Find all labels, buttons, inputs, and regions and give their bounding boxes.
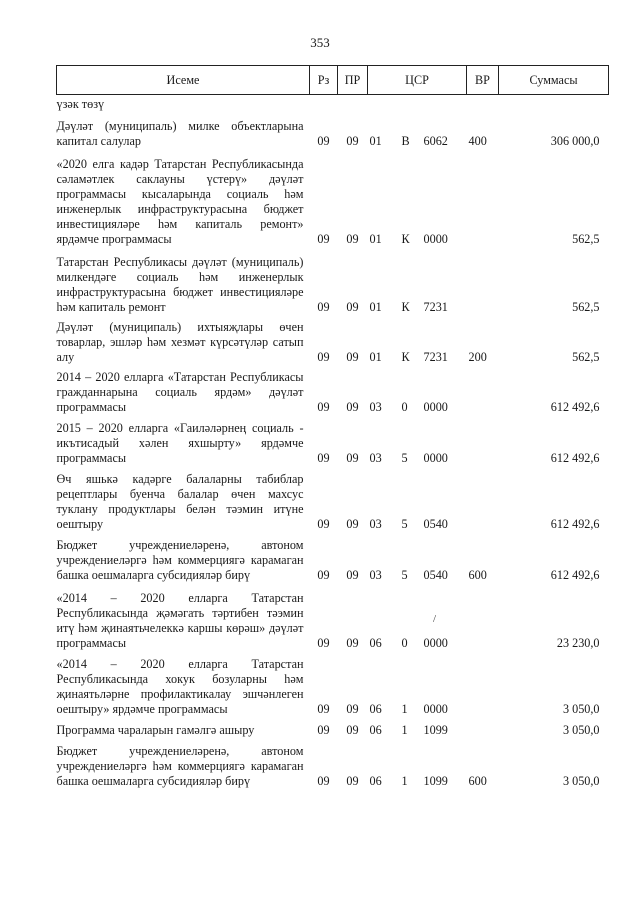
row-pr: 09 (346, 517, 359, 531)
row-vr: 400 (468, 134, 487, 148)
continuation-row (57, 95, 609, 120)
row-sum: 23 230,0 (556, 636, 600, 650)
row-csr-program: 03 (369, 451, 382, 465)
row-csr-subprogram: 1 (401, 723, 408, 737)
row-csr-subprogram: В (401, 134, 410, 148)
row-name: «2014 – 2020 елларга Татарстан Республикасында җәмәгать тәртибен тәэмин итү һәм җинаятьчелеккә каршы көрәш» дәүләт программасы (56, 591, 304, 650)
row-csr-subprogram: 5 (401, 568, 408, 582)
row-csr-code: 0000 (423, 636, 448, 650)
row-rz: 09 (317, 702, 330, 716)
row-csr-code: 0000 (423, 702, 448, 716)
row-csr-code: 7231 (423, 350, 448, 364)
row-sum: 3 050,0 (562, 702, 600, 716)
row-csr-program: 01 (369, 232, 382, 246)
row-rz: 09 (317, 300, 330, 314)
row-csr-subprogram: 1 (401, 774, 408, 788)
row-csr-program: 03 (369, 517, 382, 531)
row-sum: 612 492,6 (550, 517, 600, 531)
row-csr-program: 06 (369, 723, 382, 737)
row-vr: 200 (468, 350, 487, 364)
row-sum: 612 492,6 (550, 451, 600, 465)
row-name: «2014 – 2020 елларга Татарстан Республикасында хокук бозуларны һәм җинаятьләрне профилактикалау эшчәнлеген оештыру» ярдәмче программасы (56, 657, 304, 716)
row-name: Бюджет учреждениеләренә, автоном учреждениеләргә һәм коммерциягә карамаган башка оешмаларга субсидияләр бирү (56, 744, 304, 788)
row-csr-program: 03 (369, 568, 382, 582)
row-csr-subprogram: К (401, 300, 410, 314)
row-sum: 562,5 (572, 232, 600, 246)
row-csr-program: 06 (369, 702, 382, 716)
row-rz: 09 (317, 517, 330, 531)
row-name: Программа чараларын гамәлгә ашыру (56, 723, 255, 737)
row-pr: 09 (346, 702, 359, 716)
row-pr: 09 (346, 636, 359, 650)
row-csr-code: 0000 (423, 451, 448, 465)
row-csr-code: 0540 (423, 568, 448, 582)
row-csr-program: 01 (369, 350, 382, 364)
row-pr: 09 (346, 232, 359, 246)
row-csr-program: 01 (369, 134, 382, 148)
row-name: 2014 – 2020 елларга «Татарстан Республикасы гражданнарына социаль ярдәм» дәүләт программасы (56, 370, 304, 414)
header-name: Исеме (57, 66, 310, 95)
row-sum: 562,5 (572, 350, 600, 364)
row-sum: 612 492,6 (550, 400, 600, 414)
table-row (57, 472, 609, 532)
row-csr-subprogram: 0 (401, 400, 408, 414)
row-gap (57, 247, 609, 255)
row-name: 2015 – 2020 елларга «Гаиләләрнең социаль - икътисадый хәлен яхшырту» ярдәмче программасы (56, 421, 304, 465)
row-rz: 09 (317, 232, 330, 246)
row-gap (57, 583, 609, 591)
header-csr: ЦСР (368, 66, 467, 95)
row-rz: 09 (317, 400, 330, 414)
table-row (57, 591, 609, 651)
row-pr: 09 (346, 350, 359, 364)
row-csr-subprogram: 5 (401, 517, 408, 531)
table-row (57, 119, 609, 149)
header-pr: ПР (338, 66, 368, 95)
row-csr-code: 7231 (423, 300, 448, 314)
row-csr-code: 0000 (423, 400, 448, 414)
table-row (57, 538, 609, 583)
row-csr-code: 6062 (423, 134, 448, 148)
row-rz: 09 (317, 636, 330, 650)
page-number: 353 (310, 35, 330, 50)
row-name: Дәүләт (муниципаль) милке объектларына капитал салулар (56, 119, 304, 148)
row-csr-subprogram: 5 (401, 451, 408, 465)
row-vr (467, 657, 499, 717)
row-sum: 306 000,0 (550, 134, 600, 148)
row-sum: 562,5 (572, 300, 600, 314)
row-pr: 09 (346, 568, 359, 582)
row-rz: 09 (317, 451, 330, 465)
row-csr-code: 1099 (423, 774, 448, 788)
row-csr-code: 1099 (423, 723, 448, 737)
table-row (57, 370, 609, 415)
row-csr-program: 03 (369, 400, 382, 414)
row-vr (467, 421, 499, 466)
row-csr-subprogram: К (401, 232, 410, 246)
row-rz: 09 (317, 134, 330, 148)
table-body (57, 95, 609, 790)
table-header (57, 66, 609, 95)
table-row (57, 657, 609, 717)
row-name: Бюджет учреждениеләренә, автоном учреждениеләргә һәм коммерциягә карамаган башка оешмаларга субсидияләр бирү (56, 538, 304, 582)
row-pr: 09 (346, 774, 359, 788)
continuation-text: үзәк төзү (56, 97, 105, 111)
header-vr: ВР (467, 66, 499, 95)
table-row (57, 744, 609, 789)
row-vr (467, 723, 499, 738)
row-name: Өч яшькә кадәрге балаларны табиблар рецептлары буенча балалар өчен махсус туклану продуктлары белән тәэмин итүне оештыру (56, 472, 304, 531)
table-row (57, 421, 609, 466)
row-sum: 612 492,6 (550, 568, 600, 582)
row-csr-program: 01 (369, 300, 382, 314)
row-csr-subprogram: К (401, 350, 410, 364)
row-vr (467, 255, 499, 315)
row-vr (467, 472, 499, 532)
row-vr (467, 157, 499, 247)
table-row (57, 723, 609, 738)
row-vr (467, 591, 499, 651)
row-csr-program: 06 (369, 636, 382, 650)
row-pr: 09 (346, 400, 359, 414)
row-gap (57, 149, 609, 157)
row-vr: 600 (468, 568, 487, 582)
row-csr-subprogram: 1 (401, 702, 408, 716)
row-rz: 09 (317, 350, 330, 364)
scan-mark: / (433, 613, 437, 625)
table-row (57, 320, 609, 365)
row-csr-code: 0540 (423, 517, 448, 531)
row-vr: 600 (468, 774, 487, 788)
row-rz: 09 (317, 774, 330, 788)
row-pr: 09 (346, 300, 359, 314)
row-rz: 09 (317, 723, 330, 737)
row-name: Татарстан Республикасы дәүләт (муниципаль) милкендәге социаль һәм инженерлык инфраструктурасына бюджет инвестицияләре һәм капиталь ремонт (56, 255, 304, 314)
budget-table (56, 65, 609, 789)
table-row (57, 255, 609, 315)
row-csr-code: 0000 (423, 232, 448, 246)
row-vr (467, 370, 499, 415)
row-pr: 09 (346, 451, 359, 465)
row-name: Дәүләт (муниципаль) ихтыяҗлары өчен товарлар, эшләр һәм хезмәт күрсәтүләр сатып алу (56, 320, 304, 364)
table-row (57, 157, 609, 247)
row-csr-program: 06 (369, 774, 382, 788)
header-rz: Рз (310, 66, 338, 95)
row-csr-subprogram: 0 (401, 636, 408, 650)
row-pr: 09 (346, 723, 359, 737)
row-name: «2020 елга кадәр Татарстан Республикасында сәламәтлек саклауны үстерү» дәүләт программасы кысаларында социаль һәм инженерлык инфраструктурасына бюджет инвестицияләре һәм капиталь ремонт» ярдәмче программасы (56, 157, 304, 246)
row-sum: 3 050,0 (562, 774, 600, 788)
row-rz: 09 (317, 568, 330, 582)
row-sum: 3 050,0 (562, 723, 600, 737)
header-sum: Суммасы (499, 66, 609, 95)
row-pr: 09 (346, 134, 359, 148)
